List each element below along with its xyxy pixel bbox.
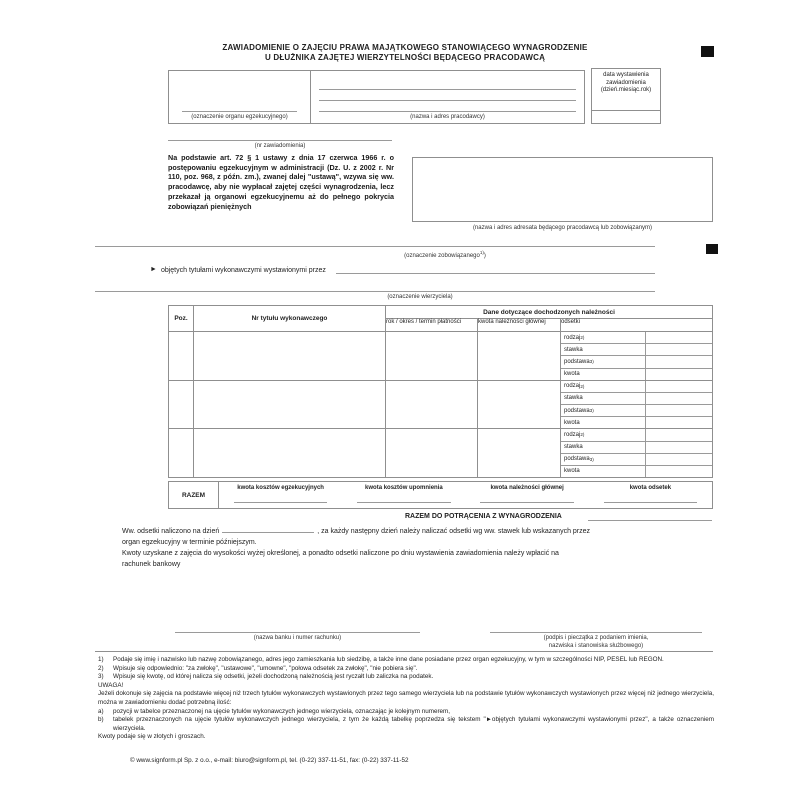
employer-blank-line — [319, 79, 576, 90]
principal-cell — [478, 429, 561, 477]
title-number-cell — [194, 332, 385, 381]
interest-subrow — [561, 369, 712, 380]
interest-amount-label: kwota — [561, 417, 646, 428]
employer-caption: (nazwa i adres pracodawcy) — [410, 113, 485, 120]
bank-account-blank — [175, 626, 420, 633]
interest-value-blank — [646, 466, 712, 477]
footnote-2: 2) Wpisuje się odpowiednio: "za zwłokę", "ustawowe", "umowne", "połowa odsetek za zwłokę", "nie pobiera się". — [98, 664, 418, 672]
interest-cell — [561, 429, 712, 477]
totals-col-reminder-costs: kwota kosztów upomnienia — [342, 482, 465, 508]
column-header-claim-data: Dane dotyczące dochodzonych należności — [386, 306, 712, 319]
interest-subrow — [561, 466, 712, 477]
column-claim-data — [386, 306, 712, 477]
totals-col-interest: kwota odsetek — [589, 482, 712, 508]
interest-value-blank — [646, 393, 712, 404]
totals-blank — [604, 502, 698, 503]
addressee-caption: (nazwa i adres adresata będącego pracodawcą lub zobowiązanym) — [472, 225, 653, 231]
uwaga-intro: Jeżeli dokonuje się zajęcia na podstawie więcej niż trzech tytułów wykonawczych wystawionych przez tego samego wierzyciela lub na podstawie tytułów wykonawczych wystawionych przez więcej niż jednego wierzyciela, można w zawiadomieniu dodać potrzebną ilość: — [98, 690, 714, 706]
issue-date-entry — [592, 110, 660, 123]
interest-subrow — [561, 405, 712, 417]
position-cell — [169, 381, 193, 430]
title-number-cell — [194, 381, 385, 430]
interest-amount-label: kwota — [561, 369, 646, 380]
totals-blank — [234, 502, 328, 503]
interest-subrow — [561, 344, 712, 356]
interest-subrow — [561, 381, 712, 393]
totals-blank — [357, 502, 451, 503]
enforcement-authority-field — [169, 71, 311, 123]
titles-issued-by-blank — [336, 266, 655, 274]
obligor-caption: (oznaczenie zobowiązanego$^{1)}$) — [404, 250, 486, 259]
signature-caption: (podpis i pieczątka z podaniem imienia, nazwiska i stanowiska służbowego) — [543, 635, 649, 649]
interest-date-blank — [222, 526, 314, 533]
claim-row — [386, 381, 712, 430]
interest-subrow — [561, 332, 712, 344]
claim-data-subheaders — [386, 319, 712, 332]
form-title — [95, 43, 715, 62]
column-position — [169, 306, 194, 477]
interest-value-blank — [646, 344, 712, 355]
interest-subrow — [561, 356, 712, 368]
creditor-blank — [95, 285, 655, 292]
interest-value-blank — [646, 442, 712, 453]
interest-subrow — [561, 454, 712, 466]
uwaga-item-a: a) pozycji w tabelce przeznaczonej na ujęcie tytułów wykonawczych jednego wierzyciela, oznaczając je kolejnym numerem, — [98, 707, 451, 715]
footnote-divider — [95, 651, 713, 652]
publisher-footer: © www.signform.pl Sp. z o.o., e-mail: biuro@signform.pl, tel. (0-22) 337-11-51, fax: (0-22) 337-11-52 — [130, 757, 409, 764]
column-header-principal: kwota należności głównej — [478, 319, 561, 331]
interest-type-label: rodzaj 2) — [561, 429, 646, 440]
interest-value-blank — [646, 405, 712, 416]
interest-value-blank — [646, 429, 712, 440]
totals-label: RAZEM — [169, 482, 219, 508]
print-registration-mark-right — [706, 244, 718, 254]
column-header-period: rok / okres / termin płatności — [386, 319, 478, 331]
uwaga-heading: UWAGA! — [98, 681, 124, 689]
interest-base-label: podstawa 3) — [561, 356, 646, 367]
footnote-3: 3) Wpisuje się kwotę, od której nalicza się odsetki, jeżeli dochodzoną należnością jest ryczałt lub zaliczka na podatek. — [98, 673, 434, 681]
interest-value-blank — [646, 417, 712, 428]
column-header-interest: odsetki — [561, 319, 581, 325]
signature-blank — [490, 626, 702, 633]
totals-row — [168, 481, 713, 509]
interest-amount-label: kwota — [561, 466, 646, 477]
enforcement-authority-blank — [182, 106, 297, 112]
claims-table-body — [386, 332, 712, 477]
notice-number-blank — [168, 133, 392, 141]
column-title-number — [194, 306, 386, 477]
deposit-note-paragraph: Kwoty uzyskane z zajęcia do wysokości wyżej określonej, a ponadto odsetki naliczone po dniu wystawienia zawiadomienia należy wpłacić na rachunek bankowy — [122, 550, 559, 568]
employer-field — [311, 71, 584, 123]
uwaga-closing: Kwoty podaje się w złotych i groszach. — [98, 733, 206, 741]
total-deduction-label: RAZEM DO POTRĄCENIA Z WYNAGRODZENIA — [405, 513, 562, 520]
interest-base-label: podstawa 3) — [561, 454, 646, 465]
interest-subrow — [561, 417, 712, 428]
notice-number-caption: (nr zawiadomienia) — [254, 143, 306, 149]
header-box — [168, 70, 585, 124]
employer-blank-line — [319, 90, 576, 101]
footnotes-section — [98, 656, 714, 742]
claim-row — [386, 429, 712, 477]
totals-col-principal: kwota należności głównej — [466, 482, 589, 508]
interest-value-blank — [646, 332, 712, 343]
principal-cell — [478, 381, 561, 429]
interest-cell — [561, 332, 712, 380]
legal-basis-text: Na podstawie art. 72 § 1 ustawy z dnia 17 czerwca 1966 r. o postępowaniu egzekucyjnym w administracji (Dz. U. z 2002 r. Nr 110, poz. 968, z późn. zm.), zwanej dalej "ustawą", wzywa się ww. pracodawcę, aby nie wypłacał zajętej części wynagrodzenia, lecz przekazał ją organowi egzekucyjnemu aż do pełnego pokrycia zobowiązań pieniężnych — [168, 153, 394, 211]
interest-base-label: podstawa 3) — [561, 405, 646, 416]
issue-date-label: data wystawienia zawiadomienia (dzień.miesiąc.rok) — [600, 72, 652, 93]
period-cell — [386, 332, 478, 380]
issue-date-box — [591, 68, 661, 124]
column-header-title-number: Nr tytułu wykonawczego — [194, 306, 385, 332]
total-deduction-blank — [588, 513, 712, 521]
creditor-caption: (oznaczenie wierzyciela) — [387, 294, 453, 300]
form-title-line2: U DŁUŻNIKA ZAJĘTEJ WIERZYTELNOŚCI BĘDĄCEGO PRACODAWCĄ — [264, 52, 546, 62]
totals-blank — [480, 502, 574, 503]
interest-value-blank — [646, 369, 712, 380]
interest-subrow — [561, 393, 712, 405]
bank-account-caption: (nazwa banku i numer rachunku) — [253, 635, 342, 641]
column-header-position: Poz. — [169, 306, 193, 332]
titles-issued-by-label: objętych tytułami wykonawczymi wystawionymi przez — [160, 267, 326, 274]
position-cell — [169, 429, 193, 477]
interest-subrow — [561, 442, 712, 454]
interest-type-label: rodzaj 2) — [561, 381, 646, 392]
titles-issued-by-row — [150, 266, 655, 274]
interest-value-blank — [646, 454, 712, 465]
obligor-blank — [95, 240, 655, 247]
title-number-cell — [194, 429, 385, 477]
totals-col-enforcement-costs: kwota kosztów egzekucyjnych — [219, 482, 342, 508]
print-registration-mark-top — [701, 46, 714, 57]
interest-value-blank — [646, 381, 712, 392]
interest-value-blank — [646, 356, 712, 367]
claims-table — [168, 305, 713, 478]
uwaga-item-b: b) tabelek przeznaczonych na ujęcie tytułów wykonawczych jednego wierzyciela, z tym że każdą tabelkę poprzedza się tekstem "►objętych tytułami wykonawczymi wystawionymi przez", a także oznaczeniem wierzyciela. — [98, 716, 714, 732]
interest-cell — [561, 381, 712, 429]
period-cell — [386, 429, 478, 477]
interest-rate-label: stawka — [561, 393, 646, 404]
employer-blank-line — [319, 101, 576, 112]
claim-row — [386, 332, 712, 381]
interest-rate-label: stawka — [561, 442, 646, 453]
addressee-box — [412, 157, 713, 222]
enforcement-authority-caption: (oznaczenie organu egzekucyjnego) — [191, 113, 288, 120]
form-title-line1: ZAWIADOMIENIE O ZAJĘCIU PRAWA MAJĄTKOWEGO STANOWIĄCEGO WYNAGRODZENIE — [222, 43, 588, 52]
interest-subrow — [561, 429, 712, 441]
interest-rate-label: stawka — [561, 344, 646, 355]
position-cell — [169, 332, 193, 381]
period-cell — [386, 381, 478, 429]
interest-type-label: rodzaj 2) — [561, 332, 646, 343]
principal-cell — [478, 332, 561, 380]
arrow-right-icon: ► — [150, 266, 157, 273]
footnote-1: 1) Podaje się imię i nazwisko lub nazwę zobowiązanego, adres jego zamieszkania lub siedzibę, a także inne dane posiadane przez organ egzekucyjny, w tym w szczególności NIP, PESEL lub REGON. — [98, 656, 664, 663]
interest-note-paragraph: Ww. odsetki naliczono na dzień , za każdy następny dzień należy naliczać odsetki wg ww. stawek lub wskazanych przez organ egzekucyjny w terminie późniejszym. — [122, 528, 591, 546]
